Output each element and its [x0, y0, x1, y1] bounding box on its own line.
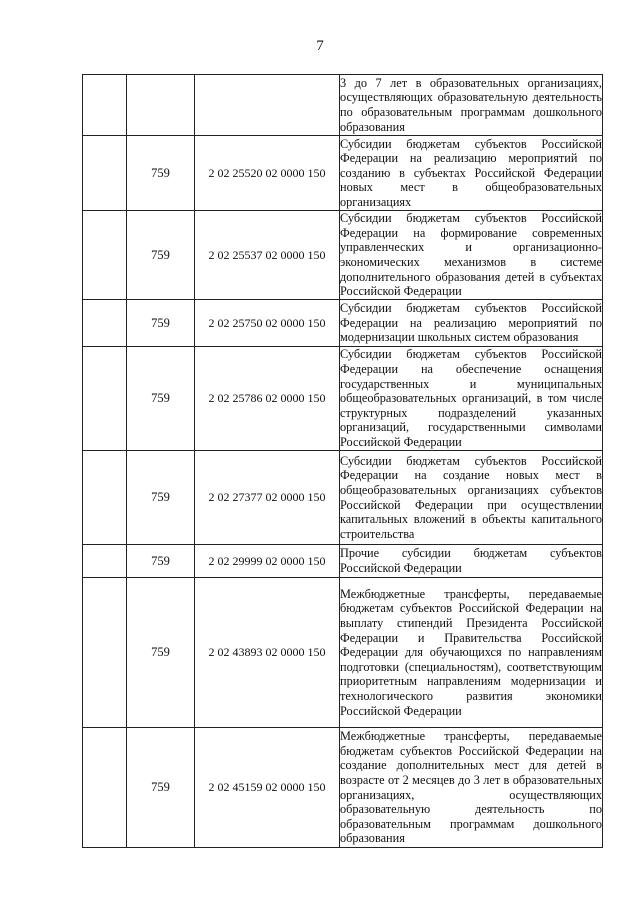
- revenue-name-cell: Субсидии бюджетам субъектов Российской Федерации на формирование современных управленческих и организационно-экономических механизмов в системе дополнительного образования детей в субъектах Российской Федерации: [340, 211, 602, 299]
- budget-classification-table: [82, 74, 603, 848]
- table-row: [83, 545, 603, 578]
- table-row: [83, 451, 603, 545]
- empty-cell: [83, 211, 127, 300]
- revenue-name-cell: 3 до 7 лет в образовательных организациях, осуществляющих образовательную деятельность по образовательным программам дошкольного образования: [340, 75, 602, 134]
- budget-code-cell: 2 02 27377 02 0000 150: [195, 451, 340, 545]
- admin-code-cell: 759: [127, 136, 195, 211]
- empty-cell: [83, 300, 127, 347]
- admin-code-cell: 759: [127, 578, 195, 728]
- budget-code-cell: 2 02 45159 02 0000 150: [195, 728, 340, 848]
- budget-code-cell: 2 02 25520 02 0000 150: [195, 136, 340, 211]
- revenue-name-cell: Субсидии бюджетам субъектов Российской Федерации на реализацию мероприятий по созданию в субъектах Российской Федерации новых мест в общеобразовательных организациях: [340, 136, 602, 209]
- budget-code-cell: 2 02 25537 02 0000 150: [195, 211, 340, 300]
- empty-cell: [83, 545, 127, 578]
- admin-code-cell: 759: [127, 211, 195, 300]
- table-row: [83, 300, 603, 347]
- admin-code-cell: [127, 75, 195, 136]
- table-row: [83, 578, 603, 728]
- revenue-name-cell: Субсидии бюджетам субъектов Российской Федерации на реализацию мероприятий по модернизации школьных систем образования: [340, 300, 603, 347]
- table-row: [83, 136, 603, 211]
- admin-code-cell: 759: [127, 347, 195, 451]
- revenue-name-cell: Прочие субсидии бюджетам субъектов Российской Федерации: [340, 545, 603, 578]
- budget-code-cell: 2 02 25786 02 0000 150: [195, 347, 340, 451]
- table-row: [83, 347, 603, 451]
- table-row: [83, 75, 603, 136]
- admin-code-cell: 759: [127, 728, 195, 848]
- empty-cell: [83, 347, 127, 451]
- table-row: [83, 211, 603, 300]
- budget-code-cell: 2 02 25750 02 0000 150: [195, 300, 340, 347]
- budget-code-cell: 2 02 29999 02 0000 150: [195, 545, 340, 578]
- empty-cell: [83, 136, 127, 211]
- revenue-name-cell: Межбюджетные трансферты, передаваемые бюджетам субъектов Российской Федерации на создание дополнительных мест для детей в возрасте от 2 месяцев до 3 лет в образовательных организациях, осуществляющих образовательную деятельность по образовательным программам дошкольного образования: [340, 728, 603, 848]
- empty-cell: [83, 451, 127, 545]
- empty-cell: [83, 728, 127, 848]
- revenue-name-cell: Субсидии бюджетам субъектов Российской Федерации на создание новых мест в общеобразовательных организациях субъектов Российской Федерации при осуществлении капитальных вложений в объекты капитального строительства: [340, 451, 603, 545]
- admin-code-cell: 759: [127, 300, 195, 347]
- budget-code-cell: [195, 75, 340, 136]
- admin-code-cell: 759: [127, 545, 195, 578]
- admin-code-cell: 759: [127, 451, 195, 545]
- page-number: 7: [316, 38, 324, 54]
- table-row: [83, 728, 603, 848]
- empty-cell: [83, 578, 127, 728]
- budget-code-cell: 2 02 43893 02 0000 150: [195, 578, 340, 728]
- revenue-name-cell: Межбюджетные трансферты, передаваемые бюджетам субъектов Российской Федерации на выплату стипендий Президента Российской Федерации и Правительства Российской Федерации для обучающихся по направлениям подготовки (специальностям), соответствующим приоритетным направлениям модернизации и технологического развития экономики Российской Федерации: [340, 578, 603, 728]
- revenue-name-cell: Субсидии бюджетам субъектов Российской Федерации на обеспечение оснащения государственных и муниципальных общеобразовательных организаций, в том числе структурных подразделений указанных организаций, государственными символами Российской Федерации: [340, 347, 602, 449]
- empty-cell: [83, 75, 127, 136]
